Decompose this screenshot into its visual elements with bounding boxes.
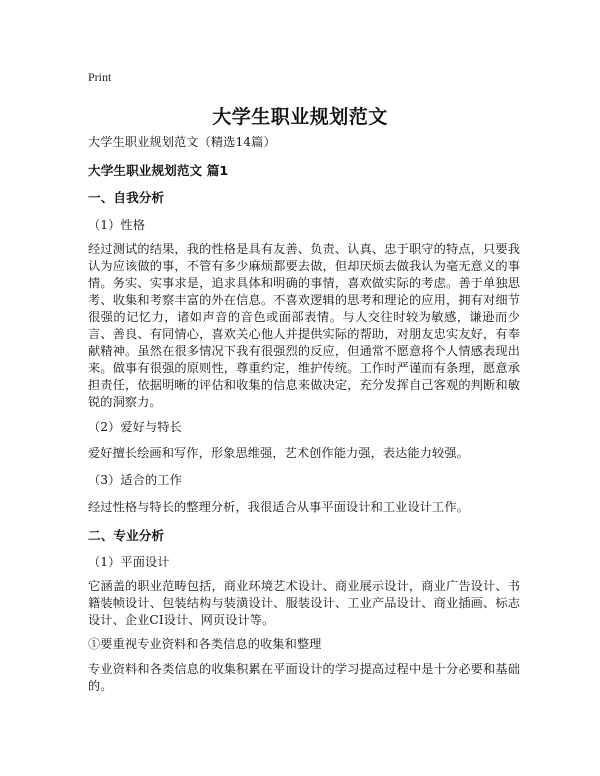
subheading-info-collection: ①要重视专业资料和各类信息的收集和整理	[88, 637, 322, 651]
subheading-hobbies: （2）爱好与特长	[88, 420, 182, 434]
article-heading: 大学生职业规划范文 篇1	[88, 163, 229, 178]
paragraph-suitable-work: 经过性格与特长的整理分析，我很适合从事平面设计和工业设计工作。	[88, 500, 469, 514]
paragraph-hobbies: 爱好擅长绘画和写作，形象思维强，艺术创作能力强，表达能力较强。	[88, 446, 469, 460]
document-subtitle: 大学生职业规划范文（精选14篇）	[88, 135, 276, 149]
subheading-graphic-design: （1）平面设计	[88, 555, 170, 569]
paragraph-personality: 经过测试的结果，我的性格是具有友善、负责、认真、忠于职守的特点，只要我认为应该做的事，不管有多少麻烦都要去做，但却厌烦去做我认为毫无意义的事情。务实、实事求是，追求具体和明确的事情，喜欢做实际的考虑。善于单独思考、收集和考察丰富的外在信息。不喜欢逻辑的思考和理论的应用，拥有对细节很强的记忆力，诸如声音的音色或面部表情。与人交往时较为敏感，谦逊而少言、善良、有同情心，喜欢关心他人并提供实际的帮助，对朋友忠实友好，有奉献精神。虽然在很多情况下我有很强烈的反应，但通常不愿意将个人情感表现出来。做事有很强的原则性，尊重约定，维护传统。工作时严谨而有条理，愿意承担责任，依据明晰的评估和收集的信息来做决定，充分发挥自己客观的判断和敏锐的洞察力。	[88, 242, 520, 409]
subheading-personality: （1）性格	[88, 218, 146, 232]
page-title: 大学生职业规划范文	[212, 106, 388, 128]
section-heading-self-analysis: 一、自我分析	[88, 190, 165, 205]
paragraph-graphic-design: 它涵盖的职业范畴包括，商业环境艺术设计、商业展示设计，商业广告设计、书籍装帧设计、包装结构与装潢设计、服装设计、工业产品设计、商业插画、标志设计、企业CI设计、网页设计等。	[88, 579, 520, 627]
paragraph-info-collection: 专业资料和各类信息的收集积累在平面设计的学习提高过程中是十分必要和基础的。	[88, 662, 520, 693]
print-link[interactable]: Print	[88, 70, 112, 84]
subheading-suitable-work: （3）适合的工作	[88, 473, 182, 487]
section-heading-major-analysis: 二、专业分析	[88, 528, 165, 543]
